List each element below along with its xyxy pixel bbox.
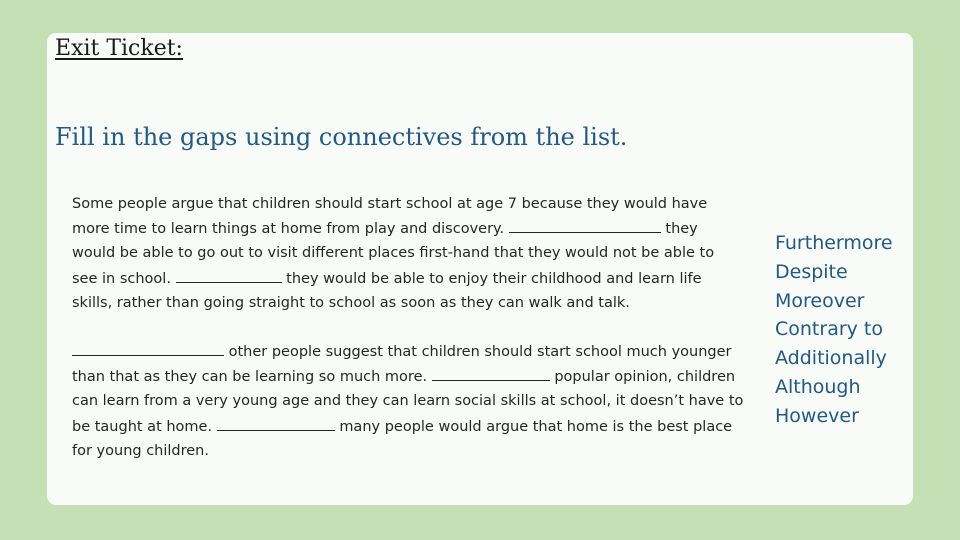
sentence: many people would argue that home is the best place for young children. — [72, 418, 733, 459]
connective-item: Additionally — [775, 347, 887, 370]
paragraph-2 — [72, 339, 744, 463]
blank-gap-2[interactable] — [176, 266, 282, 283]
sentence: they would be able to enjoy their childhood and learn life skills, rather than going straight to school as soon as they can walk and talk. — [72, 270, 702, 311]
paragraph-1 — [72, 192, 744, 315]
blank-gap-1[interactable] — [509, 216, 661, 233]
blank-gap-4[interactable] — [432, 364, 550, 381]
blank-gap-3[interactable] — [72, 339, 224, 356]
instruction-heading: Fill in the gaps using connectives from the list. — [55, 123, 628, 151]
connectives-list — [775, 229, 893, 431]
page-title: Exit Ticket: — [55, 36, 183, 61]
connective-item: Despite — [775, 260, 848, 283]
connective-item: Moreover — [775, 289, 865, 312]
connective-item: Furthermore — [775, 232, 893, 254]
connective-item: Although — [775, 375, 861, 398]
connective-item: However — [775, 404, 859, 427]
sentence: other people suggest that children should start school much younger than that as they can be learning so much more. — [72, 344, 732, 386]
sentence: Some people argue that children should start school at age 7 because they would have more time to learn things at home from play and discovery. — [72, 196, 708, 238]
blank-gap-5[interactable] — [217, 414, 335, 431]
connective-item: Contrary to — [775, 318, 884, 341]
sentence: they would be able to go out to visit different places first-hand that they would not be able to see in school. — [72, 221, 715, 287]
passage — [72, 192, 744, 463]
sentence: popular opinion, children can learn from a very young age and they can learn social skills at school, it doesn’t have to be taught at home. — [72, 369, 744, 435]
